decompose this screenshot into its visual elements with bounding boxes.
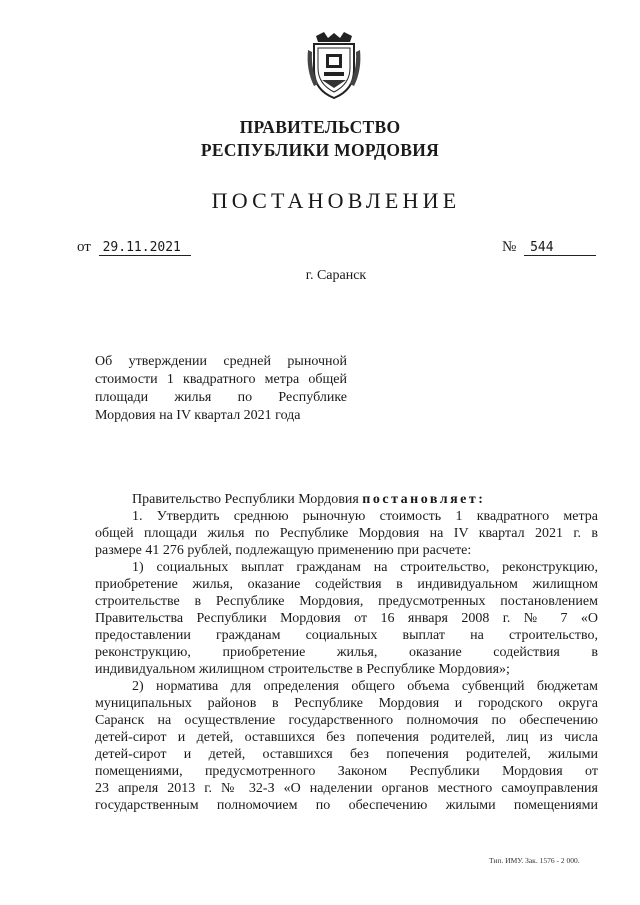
intro-emphasis: постановляет: [362, 492, 486, 507]
government-title: ПРАВИТЕЛЬСТВО [239, 117, 401, 137]
document-subject [95, 353, 347, 425]
body-line: 23 апреля 2013 г. № 32-З «О наделении органов местного самоуправления [95, 781, 598, 796]
subject-line: Об утверждении средней рыночной [95, 354, 347, 369]
document-type: ПОСТАНОВЛЕНИЕ [211, 188, 461, 213]
body-line: общей площади жилья по Республике Мордовия на IV квартал 2021 г. в [95, 526, 598, 541]
intro-text: Правительство Республики Мордовия [132, 492, 359, 507]
body-line: строительстве в Республике Мордовия, предусмотренных постановлением [95, 594, 598, 609]
republic-title: РЕСПУБЛИКИ МОРДОВИЯ [200, 140, 440, 160]
body-line: 2) норматива для определения общего объема субвенций бюджетам [132, 679, 598, 694]
subject-line: Мордовия на IV квартал 2021 года [95, 408, 301, 423]
mordovia-coat-of-arms-icon [304, 30, 364, 100]
body-line: Правительства Республики Мордовия от 16 января 2008 г. № 7 «О [95, 611, 598, 626]
document-body [95, 491, 598, 814]
intro-line [95, 491, 598, 508]
city-line: г. Саранск [305, 268, 367, 283]
body-line: 1) социальных выплат гражданам на строительство, реконструкцию, [132, 560, 598, 575]
subject-line: стоимости 1 квадратного метра общей [95, 372, 347, 387]
number-field [502, 239, 596, 256]
body-line: помещениями, предусмотренного Законом Республики Мордовия от [95, 764, 598, 779]
body-line: детей-сирот и детей, оставшихся без попечения родителей, лиц из числа [95, 730, 598, 745]
body-line: Саранск на осуществление государственного полномочия по обеспечению [95, 713, 598, 728]
body-line: государственным полномочием по обеспечению жилыми помещениями [95, 798, 598, 813]
date-value: 29.11.2021 [99, 240, 191, 256]
number-value: 544 [524, 240, 596, 256]
body-line: муниципальных районов в Республике Мордовия и городского округа [95, 696, 598, 711]
body-line: приобретение жилья, оказание содействия в индивидуальном жилищном [95, 577, 598, 592]
body-line: реконструкцию, приобретение жилья, оказание содействия в [95, 645, 598, 660]
body-line: 1. Утвердить среднюю рыночную стоимость 1 квадратного метра [132, 509, 598, 524]
body-line: предоставлении гражданам социальных выплат на строительство, [95, 628, 598, 643]
print-imprint: Тип. ИМУ. Зак. 1576 - 2 000. [489, 856, 580, 865]
number-prefix: № [502, 239, 517, 255]
date-prefix: от [77, 239, 91, 255]
subject-line: площади жилья по Республике [95, 390, 347, 405]
body-line: размере 41 276 рублей, подлежащую применению при расчете: [95, 543, 472, 558]
body-line: детей-сирот и детей, оставшихся без попечения родителей, жилыми [95, 747, 598, 762]
date-field [77, 239, 191, 256]
body-line: индивидуальном жилищном строительстве в Республике Мордовия»; [95, 662, 510, 677]
